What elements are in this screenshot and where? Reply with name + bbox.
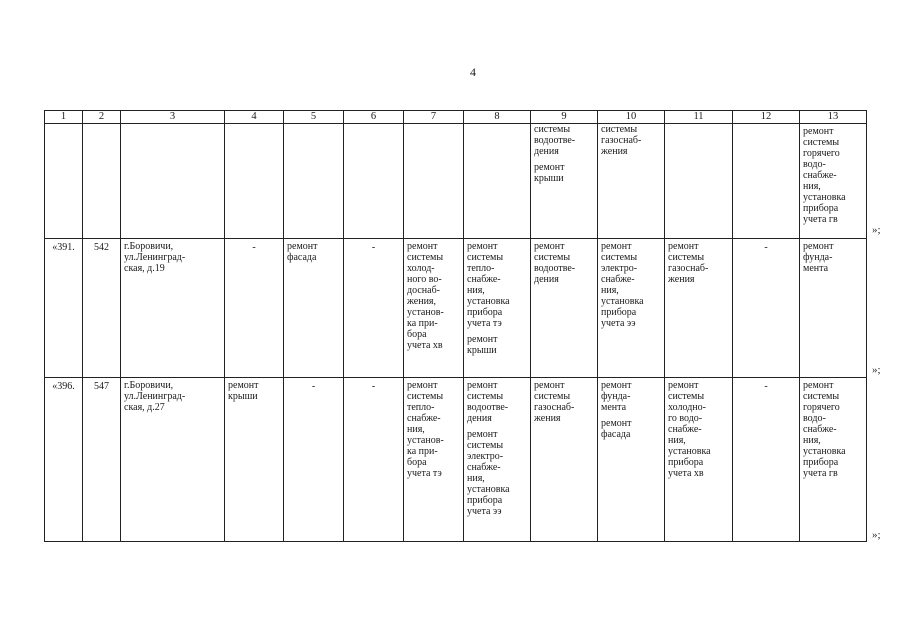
address-cell: г.Боровичи, ул.Ленинград- ская, д.19 [121, 239, 225, 378]
cell [83, 124, 121, 239]
cell: ремонт системы газоснаб- жения [531, 378, 598, 542]
cell [531, 124, 598, 239]
table-row [45, 378, 867, 542]
table-row [45, 239, 867, 378]
cell: - [344, 239, 404, 378]
cell-text: ремонт крыши [534, 162, 565, 184]
col-header-11: 11 [665, 111, 733, 124]
document-table-wrapper [44, 110, 867, 542]
cell [404, 124, 464, 239]
row-closing-mark: »; [872, 364, 881, 376]
cell [344, 124, 404, 239]
row-number-cell: «396. [45, 378, 83, 542]
id-cell: 547 [83, 378, 121, 542]
id-cell: 542 [83, 239, 121, 378]
cell [464, 239, 531, 378]
cell-text: ремонт системы водоотве- дения [467, 380, 509, 424]
cell-text: системы газоснаб- жения [601, 124, 642, 157]
cell-text: ремонт фасада [601, 418, 632, 440]
cell [464, 378, 531, 542]
cell: ремонт системы холодно- го водо- снабже- ния, установка прибора учета хв [665, 378, 733, 542]
cell: - [344, 378, 404, 542]
cell-text: ремонт системы горячего водо- снабже- ния, установка прибора учета гв [803, 126, 846, 225]
row-closing-mark: »; [872, 224, 881, 236]
cell: ремонт крыши [225, 378, 284, 542]
cell: ремонт системы тепло- снабже- ния, установ- ка при- бора учета тэ [404, 378, 464, 542]
col-header-4: 4 [225, 111, 284, 124]
cell [598, 124, 665, 239]
cell: ремонт фасада [284, 239, 344, 378]
repair-schedule-table [44, 110, 867, 542]
cell: - [225, 239, 284, 378]
cell: ремонт системы газоснаб- жения [665, 239, 733, 378]
cell [733, 124, 800, 239]
col-header-9: 9 [531, 111, 598, 124]
table-row [45, 124, 867, 239]
cell [665, 124, 733, 239]
cell: ремонт системы холод- ного во- доснаб- жения, установ- ка при- бора учета хв [404, 239, 464, 378]
cell: ремонт системы водоотве- дения [531, 239, 598, 378]
cell: ремонт системы электро- снабже- ния, установка прибора учета ээ [598, 239, 665, 378]
col-header-1: 1 [45, 111, 83, 124]
cell [45, 124, 83, 239]
row-closing-mark: »; [872, 529, 881, 541]
cell-text: ремонт системы электро- снабже- ния, установка прибора учета ээ [467, 429, 510, 517]
col-header-13: 13 [800, 111, 867, 124]
col-header-5: 5 [284, 111, 344, 124]
cell-text: ремонт крыши [467, 334, 498, 356]
cell-text: ремонт фунда- мента [601, 380, 632, 413]
col-header-12: 12 [733, 111, 800, 124]
cell-text: системы водоотве- дения [534, 124, 576, 157]
cell: ремонт фунда- мента [800, 239, 867, 378]
col-header-7: 7 [404, 111, 464, 124]
cell: - [733, 239, 800, 378]
cell-text: ремонт системы тепло- снабже- ния, установка прибора учета тэ [467, 241, 510, 329]
cell: - [733, 378, 800, 542]
col-header-2: 2 [83, 111, 121, 124]
col-header-10: 10 [598, 111, 665, 124]
col-header-8: 8 [464, 111, 531, 124]
cell [800, 124, 867, 239]
cell [598, 378, 665, 542]
cell [225, 124, 284, 239]
cell [464, 124, 531, 239]
row-number-cell: «391. [45, 239, 83, 378]
cell [121, 124, 225, 239]
address-cell: г.Боровичи, ул.Ленинград- ская, д.27 [121, 378, 225, 542]
cell: ремонт системы горячего водо- снабже- ния, установка прибора учета гв [800, 378, 867, 542]
header-row [45, 111, 867, 124]
page-number: 4 [470, 65, 476, 79]
col-header-6: 6 [344, 111, 404, 124]
cell: - [284, 378, 344, 542]
cell [284, 124, 344, 239]
col-header-3: 3 [121, 111, 225, 124]
